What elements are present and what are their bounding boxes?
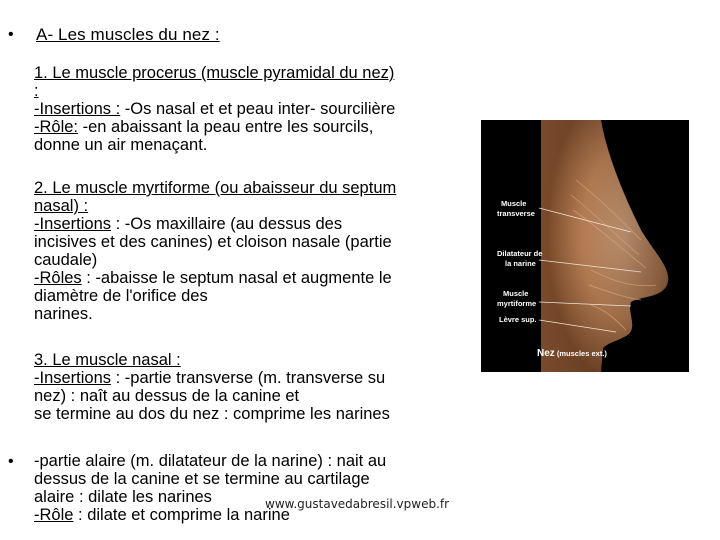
- label-myrtiforme-2: myrtiforme: [497, 299, 537, 308]
- insertions-line: [34, 100, 395, 118]
- label-levre-sup: Lèvre sup.: [499, 315, 537, 324]
- role-text-cont: diamètre de l'orifice des: [34, 287, 208, 305]
- nose-muscles-figure: [481, 120, 689, 372]
- label-muscle-transverse-2: transverse: [497, 209, 535, 218]
- insertions-line: [34, 215, 396, 233]
- label-myrtiforme: Muscle: [503, 289, 529, 298]
- insertions-text: : -partie transverse (m. transverse su: [111, 369, 386, 387]
- section-heading: 3. Le muscle nasal :: [34, 351, 181, 369]
- insertions-text-cont: se termine au dos du nez : comprime les narines: [34, 405, 390, 423]
- role-text: : dilate et comprime la narine: [73, 506, 290, 524]
- insertions-text-cont: incisives et des canines) et cloison nasale (partie: [34, 233, 392, 251]
- slide-title: A- Les muscles du nez :: [36, 25, 220, 44]
- role-text: -en abaissant la peau entre les sourcils,: [78, 118, 374, 136]
- role-text-cont: narines.: [34, 305, 93, 323]
- role-label: -Rôles: [34, 269, 82, 287]
- section-myrtiforme: [34, 179, 396, 323]
- insertions-line: [34, 369, 390, 387]
- section-heading: 2. Le muscle myrtiforme (ou abaisseur du septum: [34, 179, 397, 197]
- role-line: [34, 269, 396, 287]
- label-muscle-transverse: Muscle: [501, 199, 527, 208]
- role-text-cont: donne un air menaçant.: [34, 136, 208, 154]
- insertions-label: -Insertions: [34, 369, 112, 387]
- insertions-text: -Os nasal et et peau inter- sourcilière: [120, 100, 396, 118]
- alaire-line: -partie alaire (m. dilatateur de la narine) : nait au: [34, 452, 387, 470]
- insertions-label: -Insertions :: [34, 100, 121, 118]
- alaire-line: alaire : dilate les narines: [34, 488, 212, 506]
- section-heading-cont: :: [34, 82, 39, 100]
- insertions-text-cont: nez) : naît au dessus de la canine et: [34, 387, 300, 405]
- section-procerus: [34, 64, 395, 154]
- section-heading-cont: nasal) :: [34, 197, 89, 215]
- insertions-label: -Insertions: [34, 215, 112, 233]
- role-label: -Rôle: [34, 506, 74, 524]
- label-dilatateur: Dilatateur de: [497, 249, 543, 258]
- insertions-text-cont: caudale): [34, 251, 98, 269]
- section-heading: 1. Le muscle procerus (muscle pyramidal du nez): [34, 64, 395, 82]
- role-text: : -abaisse le septum nasal et augmente le: [81, 269, 392, 287]
- bullet: •: [8, 26, 14, 43]
- role-line: [34, 118, 395, 136]
- figure-caption: Nez (muscles ext.): [537, 348, 607, 359]
- label-dilatateur-2: la narine: [505, 259, 536, 268]
- bullet: •: [8, 453, 14, 470]
- section-nasal: [34, 351, 390, 423]
- section-alaire: [34, 452, 386, 524]
- insertions-text: : -Os maxillaire (au dessus des: [111, 215, 343, 233]
- website-credit: www.gustavedabresil.vpweb.fr: [265, 497, 450, 511]
- role-label: -Rôle:: [34, 118, 79, 136]
- nose-illustration: [481, 120, 689, 372]
- alaire-line: dessus de la canine et se termine au cartilage: [34, 470, 370, 488]
